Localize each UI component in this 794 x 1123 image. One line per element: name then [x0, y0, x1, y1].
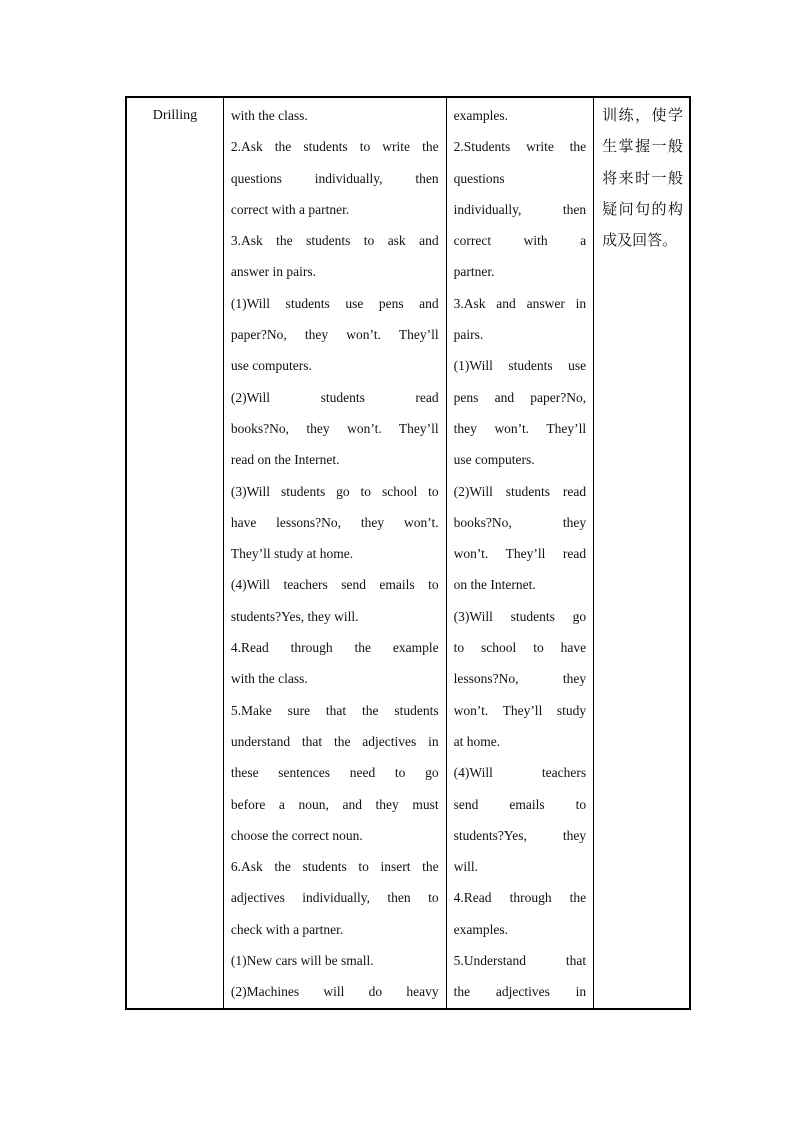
student-activity-text: [447, 98, 594, 1008]
text-line: won’t. They’ll study: [453, 702, 587, 718]
table-row: [126, 97, 690, 1009]
text-line: check with a partner.: [230, 921, 344, 937]
text-line: students?Yes, they: [453, 827, 587, 843]
text-line: pairs.: [453, 327, 484, 343]
text-line: (4)Will teachers send emails to: [230, 577, 439, 593]
text-line: 3.Ask and answer in: [453, 295, 587, 311]
text-line: use computers.: [230, 358, 312, 374]
text-line: 将来时一般: [602, 168, 683, 187]
text-line: 2.Students write the: [453, 139, 587, 155]
text-line: they won’t. They’ll: [453, 420, 587, 436]
text-line: examples.: [453, 108, 508, 123]
teacher-activity-text: [224, 98, 446, 1008]
text-line: They’ll study at home.: [230, 546, 354, 562]
text-line: these sentences need to go: [230, 765, 439, 781]
text-line: 5.Understand that: [453, 953, 587, 969]
text-line: have lessons?No, they won’t.: [230, 514, 439, 530]
text-line: books?No, they won’t. They’ll: [230, 420, 439, 436]
text-line: (3)Will students go to school to: [230, 483, 439, 499]
text-line: individually, then: [453, 201, 587, 217]
text-line: won’t. They’ll read: [453, 546, 587, 562]
text-line: with the class.: [230, 671, 308, 687]
text-line: 4.Read through the example: [230, 640, 439, 656]
text-line: pens and paper?No,: [453, 389, 587, 405]
text-line: 2.Ask the students to write the: [230, 139, 439, 155]
text-line: answer in pairs.: [230, 264, 316, 280]
text-line: 疑问句的构: [602, 199, 683, 218]
purpose-text: [594, 98, 689, 256]
stage-cell: [126, 97, 223, 1009]
lesson-plan-table: [125, 96, 691, 1010]
text-line: examples.: [453, 921, 508, 937]
text-line: on the Internet.: [453, 577, 536, 593]
text-line: books?No, they: [453, 514, 587, 530]
student-activity-cell: [446, 97, 594, 1009]
purpose-cell: [594, 97, 690, 1009]
text-line: (1)New cars will be small.: [230, 953, 374, 969]
text-line: correct with a: [453, 233, 587, 249]
text-line: lessons?No, they: [453, 671, 587, 687]
text-line: 4.Read through the: [453, 890, 587, 906]
text-line: correct with a partner.: [230, 201, 350, 217]
text-line: (2)Will students read: [453, 483, 587, 499]
text-line: 成及回答。: [602, 231, 678, 250]
text-line: partner.: [453, 264, 495, 280]
text-line: at home.: [453, 733, 501, 749]
text-line: to school to have: [453, 640, 587, 656]
text-line: 5.Make sure that the students: [230, 702, 439, 718]
text-line: (1)Will students use: [453, 358, 587, 374]
text-line: students?Yes, they will.: [230, 608, 359, 624]
text-line: use computers.: [453, 452, 535, 468]
teacher-activity-cell: [223, 97, 446, 1009]
text-line: (3)Will students go: [453, 608, 587, 624]
text-line: 3.Ask the students to ask and: [230, 233, 439, 249]
stage-label: Drilling: [152, 108, 198, 123]
text-line: (2)Machines will do heavy: [230, 984, 439, 1000]
text-line: paper?No, they won’t. They’ll: [230, 327, 439, 343]
text-line: the adjectives in: [453, 984, 587, 1000]
text-line: 训练，使学: [602, 106, 683, 124]
text-line: understand that the adjectives in: [230, 733, 439, 749]
text-line: read on the Internet.: [230, 452, 340, 468]
text-line: send emails to: [453, 796, 587, 812]
text-line: questions: [453, 170, 505, 186]
text-line: questions individually, then: [230, 170, 439, 186]
text-line: (2)Will students read: [230, 389, 439, 405]
text-line: 生掌握一般: [602, 137, 683, 156]
text-line: (1)Will students use pens and: [230, 295, 439, 311]
text-line: will.: [453, 859, 479, 875]
text-line: before a noun, and they must: [230, 796, 439, 812]
text-line: (4)Will teachers: [453, 765, 587, 781]
text-line: with the class.: [230, 108, 308, 123]
text-line: choose the correct noun.: [230, 827, 363, 843]
text-line: 6.Ask the students to insert the: [230, 859, 439, 875]
text-line: adjectives individually, then to: [230, 890, 439, 906]
